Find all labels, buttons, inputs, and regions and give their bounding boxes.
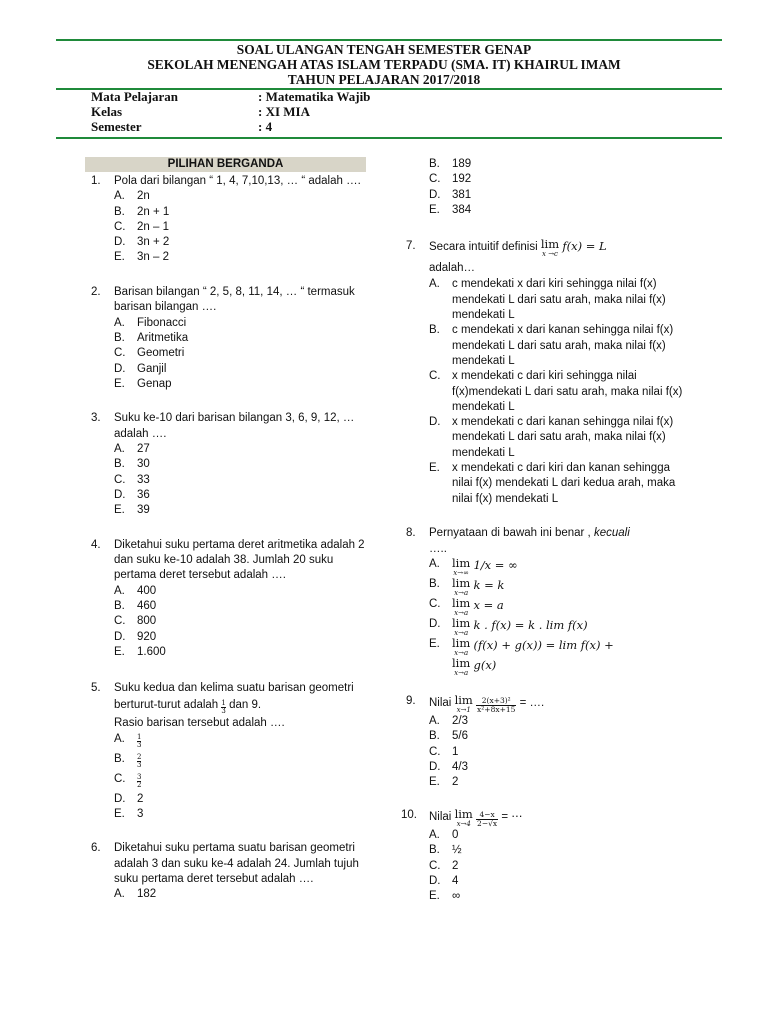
q6-option[interactable]: D. 381 [429, 188, 472, 201]
school-name: SEKOLAH MENENGAH ATAS ISLAM TERPADU (SMA. IT) KHAIRUL IMAM [147, 57, 621, 72]
q9-option[interactable]: D. 4/3 [429, 761, 468, 774]
q10-option[interactable]: A. 0 [429, 828, 459, 841]
q1-option[interactable]: D. 3n + 2 [114, 236, 170, 249]
header-top-rule [56, 39, 722, 41]
q1-option[interactable]: A. 2n [114, 190, 150, 203]
q8-option[interactable]: C. lim x→a x = a [429, 595, 504, 617]
q8-option[interactable]: B. lim x→a k = k [429, 575, 505, 597]
question-1: 1. Pola dari bilangan “ 1, 4, 7,10,13, … “ adalah …. [91, 175, 361, 187]
q3-option[interactable]: E. 39 [114, 504, 150, 517]
question-8: 8. Pernyataan di bawah ini benar , kecuali ….. [406, 527, 630, 555]
info-semester: Semester : 4 [91, 119, 273, 134]
info-subject: Mata Pelajaran : Matematika Wajib [91, 89, 371, 104]
q5-option[interactable]: B. $\frac{2}{3}$ [114, 752, 142, 769]
q9-option[interactable]: B. 5/6 [429, 730, 468, 743]
q4-option[interactable]: B. 460 [114, 600, 157, 613]
q8-option[interactable]: E. lim x→a (f(x) + g(x)) = lim f(x) + [429, 635, 614, 657]
q10-option[interactable]: C. 2 [429, 859, 459, 872]
q7-option[interactable]: A. c mendekati x dari kiri sehingga nilai f(x) mendekati L dari satu arah, maka nilai f(x) mendekati L [429, 278, 666, 322]
q10-option[interactable]: D. 4 [429, 874, 459, 887]
q5-option[interactable]: E. 3 [114, 807, 144, 820]
q7-option[interactable]: E. x mendekati c dari kiri dan kanan sehingga nilai f(x) mendekati L dari kedua arah, maka nilai f(x) mendekati L [429, 462, 676, 505]
q4-option[interactable]: C. 800 [114, 615, 157, 628]
q8-option-cont: lim x→a g(x) [452, 655, 497, 677]
q5-option[interactable]: A. $\frac{1}{3}$ [114, 732, 142, 749]
q2-option[interactable]: B. Aritmetika [114, 331, 189, 344]
q5-option[interactable]: D. 2 [114, 792, 144, 805]
q10-fraction: $\frac{4-x}{2-√x}$ [477, 809, 498, 828]
q10-option[interactable]: E. ∞ [429, 890, 461, 903]
q5-fraction: $\frac{1}{3}$ [221, 698, 226, 715]
header-bottom-rule [56, 137, 722, 139]
q2-option[interactable]: E. Genap [114, 377, 172, 390]
question-7: 7. Secara intuitif definisi lim x →c f(x) = L adalah… [406, 237, 607, 275]
q3-option[interactable]: D. 36 [114, 488, 150, 501]
q9-fraction: $\frac{\text{2(x+3)²}}{\text{x²+8x+15}}$ [477, 696, 516, 715]
q4-option[interactable]: D. 920 [114, 630, 157, 643]
section-heading: PILIHAN BERGANDA [85, 157, 366, 172]
q2-option[interactable]: A. Fibonacci [114, 316, 187, 329]
question-5: 5. Suku kedua dan kelima suatu barisan geometri berturut-turut adalah $\frac{1}{3}$ dan 9. Rasio barisan tersebut adalah …. [91, 681, 354, 729]
q3-option[interactable]: C. 33 [114, 473, 150, 486]
q8-option[interactable]: A. lim x→∞ 1/x = ∞ [429, 555, 518, 577]
q8-option[interactable]: D. lim x→a k . f(x) = k . lim f(x) [429, 615, 588, 637]
right-column [400, 157, 690, 904]
info-class: Kelas : XI MIA [91, 104, 310, 119]
q2-option[interactable]: D. Ganjil [114, 362, 167, 375]
left-column [85, 157, 375, 903]
q6-option[interactable]: E. 384 [429, 203, 472, 216]
q7-option[interactable]: C. x mendekati c dari kiri sehingga nilai f(x)mendekati L dari satu arah, maka nilai f(x) mendekati L [429, 370, 683, 413]
q4-option[interactable]: A. 400 [114, 584, 157, 597]
limit-operator: lim x →c [540, 237, 560, 259]
question-9: 9. Nilai lim x→1 $\frac{\text{2(x+3)²}}{\text{x²+8x+15}}$ = …. [406, 693, 545, 715]
q1-option[interactable]: B. 2n + 1 [114, 205, 170, 218]
question-10: 10. Nilai lim x→4 $\frac{4-x}{2-√x}$ = ⋯ [401, 806, 523, 828]
academic-year: TAHUN PELAJARAN 2017/2018 [287, 72, 481, 87]
q1-option[interactable]: C. 2n – 1 [114, 220, 169, 233]
q3-option[interactable]: B. 30 [114, 458, 150, 471]
q7-option[interactable]: D. x mendekati c dari kanan sehingga nilai f(x) mendekati L dari satu arah, maka nilai f(x) mendekati L [429, 416, 674, 459]
question-2: 2. Barisan bilangan “ 2, 5, 8, 11, 14, … “ termasuk barisan bilangan …. [91, 286, 355, 314]
q4-option[interactable]: E. 1.600 [114, 645, 166, 658]
q6-option[interactable]: C. 192 [429, 173, 472, 186]
q2-option[interactable]: C. Geometri [114, 347, 185, 360]
q10-option[interactable]: B. ½ [429, 844, 462, 857]
q1-option[interactable]: E. 3n – 2 [114, 251, 169, 264]
q7-option[interactable]: B. c mendekati x dari kanan sehingga nilai f(x) mendekati L dari satu arah, maka nilai f(x) mendekati L [429, 324, 674, 367]
q9-option[interactable]: A. 2/3 [429, 715, 468, 728]
q3-option[interactable]: A. 27 [114, 443, 150, 456]
question-6: 6. Diketahui suku pertama suatu barisan geometri adalah 3 dan suku ke-4 adalah 24. Jumlah tujuh suku pertama deret tersebut adalah …. [91, 842, 359, 885]
question-4: 4. Diketahui suku pertama deret aritmetika adalah 2 dan suku ke-10 adalah 38. Jumlah 20 suku pertama deret tersebut adalah …. [91, 538, 365, 582]
q9-option[interactable]: C. 1 [429, 745, 459, 758]
q9-option[interactable]: E. 2 [429, 776, 459, 789]
exam-title: SOAL ULANGAN TENGAH SEMESTER GENAP [236, 42, 532, 57]
q6-option[interactable]: A. 182 [114, 888, 157, 901]
q5-option[interactable]: C. $\frac{3}{2}$ [114, 772, 142, 789]
question-3: 3. Suku ke-10 dari barisan bilangan 3, 6, 9, 12, … adalah …. [91, 412, 355, 440]
q6-option[interactable]: B. 189 [429, 158, 472, 170]
